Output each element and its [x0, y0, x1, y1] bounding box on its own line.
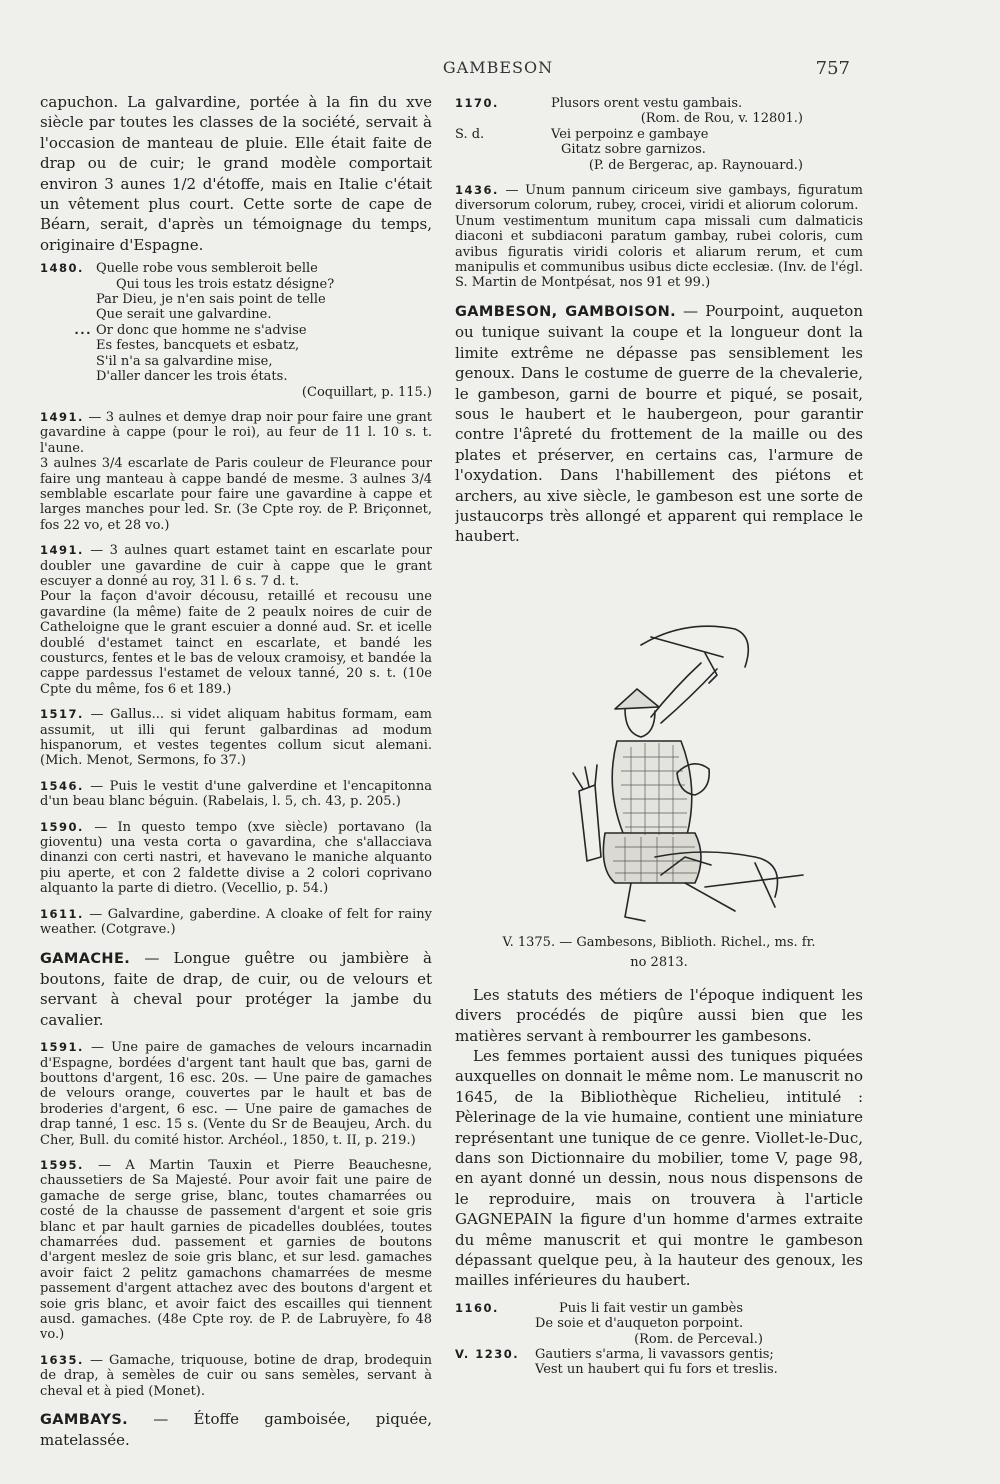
quote-1590: [40, 820, 432, 897]
year-label: 1611.: [40, 906, 84, 921]
verse-line: Que serait une galvardine.: [96, 307, 272, 323]
entry-headword: GAMBAYS.: [40, 1412, 129, 1429]
year-label: 1591.: [40, 1040, 84, 1055]
verse-1230: [455, 1347, 863, 1378]
verse-line: Gitatz sobre garnizos.: [561, 142, 706, 158]
year-label: 1491.: [40, 543, 84, 558]
verse-1480: [40, 261, 432, 384]
year-label: 1480.: [40, 261, 84, 276]
galvardine-intro: capuchon. La galvardine, portée à la fin du xve siècle par toutes les classes de la société, servait à l'occasion de manteau de pluie. Elle était faite de drap ou de cuir; le grand modèle comportait environ 3 aunes 1/2 d'étoffe, mais en Italie c'était un vêtement plus court. Cette sorte de cape de Béarn, serait, d'après un témoignage du temps, originaire d'Espagne.: [40, 93, 432, 254]
verse-line: S'il n'a sa galvardine mise,: [96, 353, 273, 369]
quote-1491c: [40, 543, 432, 589]
entry-gambeson: [455, 301, 863, 547]
entry-headword: GAMACHE.: [40, 950, 131, 967]
verse-attribution: (Rom. de Rou, v. 12801.): [640, 111, 803, 127]
quote-text: — A Martin Tauxin et Pierre Beauchesne, chaussetiers de Sa Majesté. Pour avoir fait une paire de gamache de serge grise, blanc, toutes chamarrées ou costé de la chausse de passement d'argent et soie gris blanc et par hault garnies de picadelles doublées, toutes chamarrées dud. passement et garnies de boutons d'argent meslez de soie gris blanc, et sur lesd. gamaches avoir faict 2 pelitz gamachons chamarrées de mesme passement d'argent attachez avec des boutons d'argent et soie gris blanc, et avoir faict des escailles qui tiennent ausd. gamaches. (48e Cpte roy. de P. de Labruyère, fo 48 vo.): [40, 1157, 432, 1343]
year-label: 1170.: [455, 96, 499, 110]
quote-1491a: [40, 410, 432, 456]
quote-1611: [40, 907, 432, 938]
verse-line: Quelle robe vous sembleroit belle: [96, 261, 318, 277]
year-label: 1436.: [455, 183, 499, 198]
verse-line: Puis li fait vestir un gambès: [559, 1300, 744, 1316]
verse-line: De soie et d'auqueton porpoint.: [535, 1316, 744, 1332]
paragraph-femmes: Les femmes portaient aussi des tuniques piquées auxquelles on donnait le même nom. Le manuscrit no 1645, de la Bibliothèque Richelieu, intitulé : Pèlerinage de la vie humaine, contient une miniature représentant une tunique de ce genre. Viollet-le-Duc, dans son Dictionnaire du mobilier, tome V, page 98, en ayant donné un dessin, nous nous dispensons de le reproduire, mais on trouvera à l'article GAGNEPAIN la figure d'un homme d'armes extraite du même manuscrit et qui montre le gambeson dépassant quelque peu, à la hauteur des genoux, les mailles inférieures du haubert.: [455, 1046, 863, 1290]
entry-definition: — Pourpoint, auqueton ou tunique suivant la coupe et la longueur dont la limite extrême ne dépasse pas sensiblement les genoux. Dans le costume de guerre de la chevalerie, le gambeson, garni de bourre et piqué, se posait, sous le haubert et le haubergeon, pour garantir contre l'âpreté du frottement de la maille ou des plates et préserver, en certains cas, l'armure de l'oxydation. Dans l'habillement des piétons et archers, au xive siècle, le gambeson est une sorte de justaucorps très allongé et apparent qui remplace le haubert.: [455, 301, 863, 546]
paragraph-statuts: Les statuts des métiers de l'époque indiquent les divers procédés de piqûre aussi bien que les matières servant à rembourrer les gambesons.: [455, 985, 863, 1045]
entry-headword: GAMBESON, GAMBOISON.: [455, 303, 677, 320]
year-label: V. 1230.: [455, 1347, 520, 1362]
verse-1170: [455, 96, 863, 111]
verse-line: Par Dieu, je n'en sais point de telle: [96, 292, 326, 308]
quote-text: — Puis le vestit d'une galverdine et l'encapitonna d'un beau blanc béguin. (Rabelais, l. 5, ch. 43, p. 205.): [40, 778, 432, 810]
quote-1595: [40, 1158, 432, 1343]
verse-line: Vei perpoinz e gambaye: [551, 126, 709, 142]
quote-text: — Unum pannum ciriceum sive gambays, figuratum diversorum colorum, rubey, crocei, viridi et aliorum colorum.: [455, 183, 863, 214]
quote-text: — 3 aulnes quart estamet taint en escarlate pour doubler une gavardine de cuir à cappe que le grant escuyer a donné au roy, 31 l. 6 s. 7 d. t.: [40, 543, 432, 589]
quote-1591: [40, 1040, 432, 1148]
verse-line: Qui tous les trois estatz désigne?: [116, 276, 335, 292]
verse-1160: [455, 1301, 863, 1332]
quote-text: — Gallus... si videt aliquam habitus formam, eam assumit, ut illi qui ferunt galbardinas ad modum hispanorum, et vestes tegentes collum sicut alemani. (Mich. Menot, Sermons, fo 37.): [40, 707, 432, 769]
quote-1546: [40, 779, 432, 810]
verse-line: Gautiers s'arma, li vavassors gentis;: [535, 1347, 774, 1363]
year-label: 1491.: [40, 409, 84, 424]
quote-1436a: [455, 183, 863, 214]
verse-line: D'aller dancer les trois états.: [96, 369, 288, 385]
entry-gambays: [40, 1409, 432, 1451]
verse-attribution: (Rom. de Perceval.): [634, 1331, 763, 1347]
entry-gamache: [40, 948, 432, 1031]
quote-text: — In questo tempo (xve siècle) portavano (la gioventu) una vesta corta o gavardina, che s'allacciava dinanzi con certi nastri, et havevano le maniche alquanto piu aperte, et con 2 faldette divise a 2 colori coprivano alquanto la parte di dietro. (Vecellio, p. 54.): [40, 819, 432, 897]
crossbowman-figure-drawing: [455, 557, 863, 931]
figure-caption-line1: V. 1375. — Gambesons, Biblioth. Richel., ms. fr.: [502, 934, 816, 950]
entry-definition: — Longue guêtre ou jambière à boutons, faite de drap, de cuir, ou de velours et servant à cheval pour protéger la jambe du cavalier.: [40, 948, 432, 1029]
quote-1635: [40, 1353, 432, 1399]
year-label: 1590.: [40, 819, 84, 834]
page-number: 757: [815, 58, 850, 79]
quote-1491d: Pour la façon d'avoir décousu, retaillé et recousu une gavardine (la même) faite de 2 peaulx noires de cuir de Catheloigne que le grant escuier a donné aud. Sr. et icelle doublé d'estamet tainct en escarlate, et bandé les cousturcs, fentes et le bas de veloux cramoisy, et bandée la cappe pardessus l'estamet de veloux tanné, 20 s. t. (10e Cpte du même, fos 6 et 189.): [40, 589, 432, 697]
year-label: 1595.: [40, 1157, 84, 1172]
quote-text: — Gamache, triquouse, botine de drap, brodequin de drap, à semèles de cuir ou sans semèles, servant à cheval et à pied (Monet).: [40, 1352, 432, 1399]
verse-line: Vest un haubert qui fu fors et treslis.: [535, 1362, 778, 1378]
left-column: [40, 92, 432, 1462]
gambeson-illustration: [455, 557, 863, 931]
year-label: S. d.: [455, 126, 485, 142]
verse-line: Plusors orent vestu gambais.: [551, 96, 743, 111]
year-label: 1546.: [40, 778, 84, 793]
quote-text: — Une paire de gamaches de velours incarnadin d'Espagne, bordées d'argent tant hault que bas, garni de bouttons d'argent, 16 esc. 20s. — Une paire de gamaches de velours orange, couvertes par le hault et bas de broderies d'argent, 6 esc. — Une paire de gamaches de drap tanné, 1 esc. 15 s. (Vente du Sr de Beaujeu, Arch. du Cher, Bull. du comité histor. Archéol., 1850, t. II, p. 219.): [40, 1040, 432, 1148]
quote-1491b: 3 aulnes 3/4 escarlate de Paris couleur de Fleurance pour faire ung manteau à cappe bandé de mesme. 3 aulnes 3/4 semblable escarlate pour faire une gavardine à cappe et larges manches pour led. Sr. (3e Cpte roy. de P. Briçonnet, fos 22 vo, et 28 vo.): [40, 456, 432, 533]
verse-attribution: (Coquillart, p. 115.): [301, 384, 432, 400]
figure-caption-line2: no 2813.: [630, 954, 688, 970]
year-label: 1517.: [40, 707, 84, 722]
right-column: [455, 96, 863, 1462]
quote-text: — Galvardine, gaberdine. A cloake of felt for rainy weather. (Cotgrave.): [40, 906, 432, 938]
verse-line: Or donc que homme ne s'advise: [96, 322, 307, 338]
quote-1517: [40, 707, 432, 769]
year-label: 1635.: [40, 1352, 84, 1367]
year-label: 1160.: [455, 1300, 499, 1315]
verse-sd: [455, 127, 863, 158]
verse-attribution: (P. de Bergerac, ap. Raynouard.): [588, 157, 803, 173]
page-header-title: GAMBESON: [442, 58, 554, 77]
quote-1436b: Unum vestimentum munitum capa missali cum dalmaticis diaconi et subdiaconi paratum gambay, rubei coloris, cum avibus figuratis viridi coloris et aliarum rerum, et cum manipulis et communibus usibus dicte ecclesiæ. (Inv. de l'égl. S. Martin de Montpésat, nos 91 et 99.): [455, 213, 863, 291]
verse-line: Es festes, bancquets et esbatz,: [96, 338, 300, 354]
entry-definition: — Étoffe gamboisée, piquée, matelassée.: [40, 1410, 432, 1450]
ellipsis-label: ...: [74, 322, 92, 337]
quote-text: — 3 aulnes et demye drap noir pour faire une grant gavardine à cappe (pour le roi), au feur de 11 l. 10 s. t. l'aune.: [40, 409, 432, 456]
